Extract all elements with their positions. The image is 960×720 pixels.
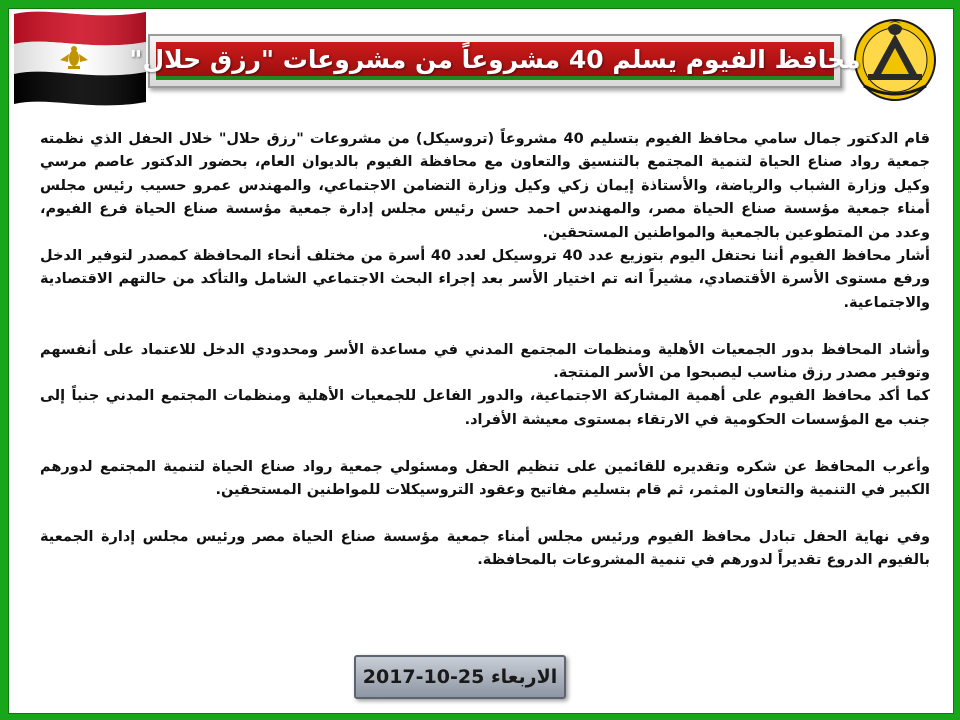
paragraph-spacer (40, 432, 930, 455)
page-title: محافظ الفيوم يسلم 40 مشروعاً من مشروعات "رزق حلال" (129, 44, 861, 74)
article-paragraph: وأعرب المحافظ عن شكره وتقديره للقائمين على تنظيم الحفل ومسئولي جمعية رواد صناع الحياة لتنمية المجتمع لدورهم الكبير في التنمية والتعاون المثمر، ثم قام بتسليم مفاتيح وعقود التروسيكلات للمواطنين المستحقين. (40, 458, 930, 499)
article-paragraph: وأشاد المحافظ بدور الجمعيات الأهلية ومنظمات المجتمع المدني في مساعدة الأسر ومحدودي الدخل للاعتماد على أنفسهم وتوفير مصدر رزق مناسب ليصبحوا من الأسر المنتجة. (40, 341, 930, 382)
article-paragraph: أشار محافظ الفيوم أننا نحتفل اليوم بتوزيع عدد 40 تروسيكل لعدد 40 أسرة من مختلف أنحاء المحافظة كمصدر لتوفير الدخل ورفع مستوى الأسرة الأقتصادي، مشيراً انه تم اختيار الأسر بعد إجراء البحث الاجتماعي الشامل والتأكد من حالتهم الاقتصادية والاجتماعية. (40, 248, 931, 311)
fayoum-governorate-logo (850, 14, 940, 106)
article-paragraph: قام الدكتور جمال سامي محافظ الفيوم بتسليم 40 مشروعاً (تروسيكل) من مشروعات "رزق حلال" خلال الحفل الذي نظمته جمعية رواد صناع الحياة لتنمية المجتمع بالتنسيق والتعاون مع محافظة الفيوم بالديوان العام، بحضور الدكتور عاصم مرسي وكيل وزارة الشباب والرياضة، والأستاذة إيمان زكي وكيل وزارة التضامن الاجتماعي، والمهندس عمرو حسيب رئيس مجلس أمناء جمعية مؤسسة صناع الحياة مصر، والمهندس احمد حسن رئيس مجلس إدارة جمعية مؤسسة صناع الحياة فرع الفيوم، وعدد من المتطوعين بالجمعية والمواطنين المستحقين. (40, 131, 930, 241)
article-body (40, 128, 930, 573)
date-badge (354, 655, 566, 699)
title-banner (129, 34, 861, 88)
paragraph-spacer (40, 502, 930, 525)
article-paragraph: كما أكد محافظ الفيوم على أهمية المشاركة الاجتماعية، والدور الفاعل للجمعيات الأهلية ومنظمات المجتمع المدني جنباً إلى جنب مع المؤسسات الحكومية في الارتقاء بمستوى معيشة الأفراد. (40, 388, 930, 428)
paragraph-spacer (40, 315, 930, 338)
title-banner-inner (129, 42, 861, 80)
publish-date: الاربعاء 25-10-2017 (362, 666, 558, 688)
article-paragraph: وفي نهاية الحفل تبادل محافظ الفيوم ورئيس مجلس أمناء جمعية مؤسسة صناع الحياة مصر ورئيس مجلس إدارة الجمعية بالفيوم الدروع تقديراً لدورهم في تنمية المشروعات بالمحافظة. (40, 528, 930, 569)
